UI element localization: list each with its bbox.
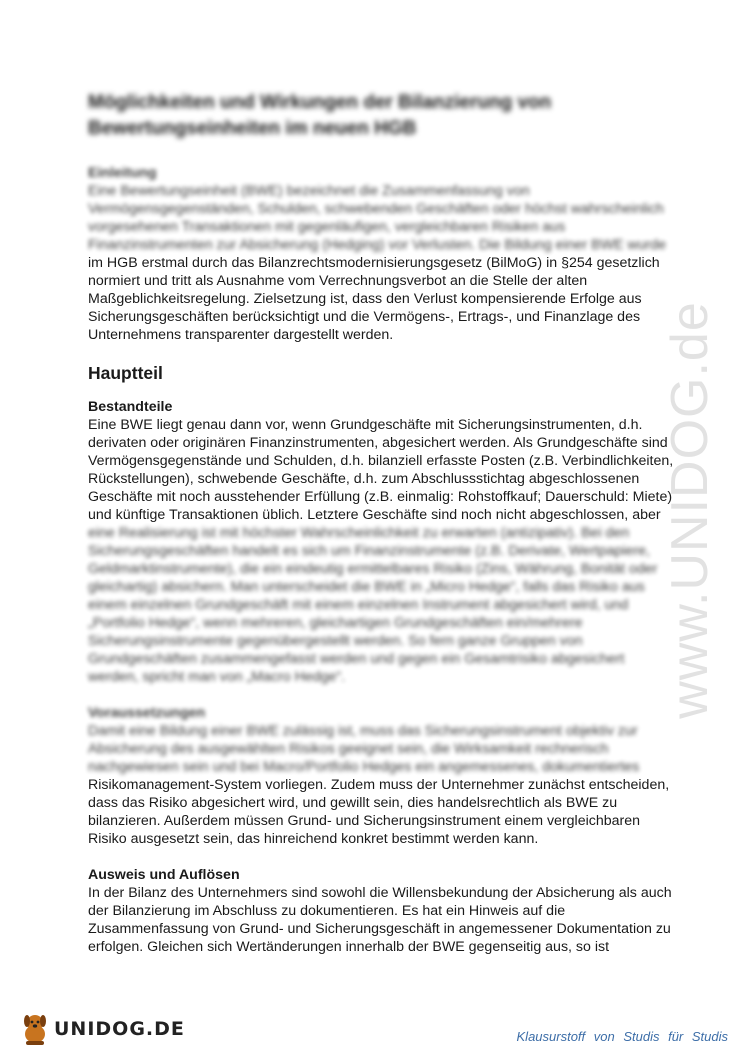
intro-heading: Einleitung — [88, 165, 157, 181]
disclosure-section — [88, 866, 672, 956]
text-line: Damit eine Bildung einer BWE zulässig ist, muss das Sicherungsinstrument objektiv zur — [88, 723, 638, 739]
text-line: Grundgeschäften zusammengefasst werden und gegen ein Gesamtrisiko abgesichert — [88, 651, 625, 667]
document-body — [88, 90, 674, 974]
intro-blurred-text — [88, 182, 667, 254]
text-line: Eine BWE liegt genau dann vor, wenn Grundgeschäfte mit Sicherungsinstrumenten, d.h. — [88, 417, 643, 433]
text-line: Unternehmens transparenter dargestellt werden. — [88, 327, 394, 343]
title-line: Möglichkeiten und Wirkungen der Bilanzierung von — [88, 92, 552, 113]
text-line: im HGB erstmal durch das Bilanzrechtsmodernisierungsgesetz (BilMoG) in §254 gesetzlich — [88, 255, 660, 271]
requirements-blurred-text — [88, 722, 660, 776]
text-line: vorgesehenen Transaktionen mit gegenläufigen, vergleichbaren Risiken aus — [88, 219, 566, 235]
watermark-text: www.UNIDOG.de — [661, 301, 719, 719]
text-line: nachgewiesen sein und bei Macro/Portfolio Hedges ein angemessenes, dokumentiertes — [88, 759, 640, 775]
intro-text — [88, 254, 660, 344]
text-line: Absicherung des ausgewählten Risikos geeignet sein, die Wirksamkeit rechnerisch — [88, 741, 609, 757]
text-line: eine Realisierung ist mit höchster Wahrscheinlichkeit zu erwarten (antizipativ). Bei den — [88, 525, 630, 541]
text-line: Sicherungsgeschäften berücksichtigt und die Vermögens-, Ertrags-, und Finanzlage des — [88, 309, 641, 325]
text-line: Sicherungsgeschäften handelt es sich um Finanzinstrumente (z.B. Derivate, Wertpapiere, — [88, 543, 650, 559]
text-line: Risiko ausgesetzt sein, das hinreichend konkret bestimmt werden kann. — [88, 831, 539, 847]
footer-slogan: Klausurstoff von Studis für Studis — [516, 1029, 728, 1044]
main-heading: Hauptteil — [88, 363, 163, 383]
text-line: derivaten oder originären Finanzinstrumenten, abgesichert werden. Als Grundgeschäfte sind — [88, 435, 668, 451]
text-line: dass das Risiko abgesichert wird, und gewillt sein, dies handelsrechtlich als BWE zu — [88, 795, 618, 811]
text-line: und künftige Transaktionen üblich. Letztere Geschäfte sind noch nicht abgeschlossen, aber — [88, 507, 661, 523]
text-line: Zusammenfassung von Grund- und Sicherungsgeschäft in angemessener Dokumentation zu — [88, 921, 671, 937]
text-line: Sicherungsinstrumente gegenübergestellt werden. So fern ganze Gruppen von — [88, 633, 583, 649]
title-line: Bewertungseinheiten im neuen HGB — [88, 118, 417, 139]
text-line: Geschäfte mit noch ausstehender Erfüllung (z.B. einmalig: Rohstoffkauf; Dauerschuld: Miete) — [88, 489, 673, 505]
components-text — [88, 416, 674, 524]
text-line: gleichartig) absichern. Man unterscheidet die BWE in „Micro Hedge“, falls das Risiko aus — [88, 579, 645, 595]
text-line: Maßgeblichkeitsregelung. Zielsetzung ist, dass den Verlust kompensierende Erfolge aus — [88, 291, 642, 307]
dog-icon — [20, 1012, 50, 1046]
text-line: „Portfolio Hedge“, wenn mehreren, gleichartigen Grundgeschäften ein/mehrere — [88, 615, 583, 631]
text-line: einem einzelnen Grundgeschäft mit einem einzelnen Instrument abgesichert wird, und — [88, 597, 629, 613]
document-title — [88, 90, 660, 142]
components-heading: Bestandteile — [88, 399, 173, 415]
components-section — [88, 398, 674, 686]
components-blurred-text — [88, 524, 660, 686]
intro-section — [88, 164, 667, 344]
disclosure-text — [88, 884, 672, 956]
text-line: Finanzinstrumenten zur Absicherung (Hedging) vor Verlusten. Die Bildung einer BWE wurde — [88, 237, 667, 253]
unidog-logo[interactable] — [20, 1012, 185, 1046]
text-line: Risikomanagement-System vorliegen. Zudem muss der Unternehmer zunächst entscheiden, — [88, 777, 670, 793]
text-line: Rückstellungen), schwebende Geschäfte, d.h. zum Abschlussstichtag abgeschlossenen — [88, 471, 640, 487]
text-line: erfolgen. Gleichen sich Wertänderungen innerhalb der BWE gegenseitig aus, so ist — [88, 939, 610, 955]
requirements-section — [88, 704, 670, 848]
logo-text: UNIDOG.DE — [54, 1018, 185, 1040]
text-line: Eine Bewertungseinheit (BWE) bezeichnet die Zusammenfassung von — [88, 183, 530, 199]
text-line: Vermögensgegenständen, Schulden, schwebenden Geschäften oder höchst wahrscheinlich — [88, 201, 664, 217]
text-line: werden, spricht man von „Macro Hedge“. — [88, 669, 346, 685]
text-line: In der Bilanz des Unternehmers sind sowohl die Willensbekundung der Absicherung als auch — [88, 885, 672, 901]
text-line: der Bilanzierung im Abschluss zu dokumentieren. Es hat ein Hinweis auf die — [88, 903, 566, 919]
text-line: Geldmarktinstrumente), die ein eindeutig ermittelbares Risiko (Zins, Währung, Bonität oder — [88, 561, 658, 577]
requirements-text — [88, 776, 670, 848]
text-line: Vermögensgegenstände und Schulden, d.h. bilanziell erfasste Posten (z.B. Verbindlichkeiten, — [88, 453, 674, 469]
requirements-heading: Voraussetzungen — [88, 705, 206, 721]
text-line: bilanzieren. Außerdem müssen Grund- und Sicherungsinstrument einem vergleichbaren — [88, 813, 641, 829]
disclosure-heading: Ausweis und Auflösen — [88, 867, 240, 883]
text-line: normiert und tritt als Ausnahme vom Verrechnungsverbot an die Stelle der alten — [88, 273, 588, 289]
